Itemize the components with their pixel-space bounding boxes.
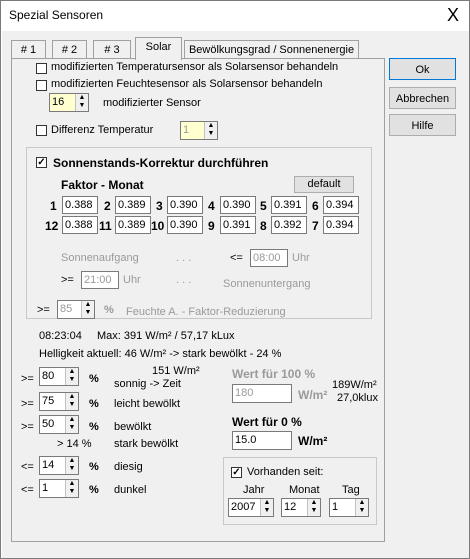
wert0-label: Wert für 0 % — [232, 415, 302, 429]
abbrechen-label: Abbrechen — [395, 93, 450, 105]
mod-sensor-label: modifizierter Sensor — [103, 97, 201, 109]
cloud-op: >= — [21, 398, 34, 410]
time-hi-field[interactable]: 21:00 — [81, 271, 119, 289]
tag-spinner[interactable] — [329, 498, 369, 517]
leicht-value: 75 — [42, 395, 55, 407]
helligkeit-status: Helligkeit aktuell: 46 W/m² -> stark bewölkt - 24 % — [39, 348, 282, 360]
spin-arrows-icon[interactable]: ▲ ▼ — [75, 94, 88, 111]
leicht-label: leicht bewölkt — [114, 398, 181, 410]
uhr-label: Uhr — [123, 274, 141, 286]
jahr-spinner[interactable] — [228, 498, 274, 517]
stark-op: > 14 % — [57, 438, 92, 450]
vorhanden-label: Vorhanden seit: — [247, 466, 324, 478]
diesig-spinner[interactable] — [39, 456, 79, 475]
percent-label: % — [89, 421, 99, 433]
dots-label: . . . — [176, 252, 192, 264]
tag-value: 1 — [332, 501, 339, 513]
ok-label: Ok — [415, 64, 430, 76]
gt-eq-label: >= — [61, 274, 74, 286]
diff-temp-value: 1 — [183, 124, 190, 136]
month-num: 5 — [260, 199, 267, 213]
feuchte-value: 85 — [60, 303, 73, 315]
status-time: 08:23:04 — [39, 330, 82, 342]
spin-arrows-icon[interactable]: ▲ ▼ — [81, 301, 94, 318]
close-icon[interactable]: X — [446, 5, 459, 25]
monat-label: Monat — [289, 484, 320, 496]
month-factor-field[interactable]: 0.391 — [271, 196, 307, 214]
feuchte-op: >= — [37, 304, 50, 316]
temp-sensor-checkbox[interactable] — [36, 63, 47, 74]
bewoelkt-value: 50 — [42, 418, 55, 430]
month-factor-field[interactable]: 0.388 — [62, 216, 98, 234]
cloud-op: <= — [21, 484, 34, 496]
spin-arrows-icon[interactable]: ▲ ▼ — [355, 499, 368, 516]
spin-arrows-icon[interactable]: ▲ ▼ — [65, 457, 78, 474]
jahr-value: 2007 — [231, 501, 256, 513]
month-factor-field[interactable]: 0.389 — [115, 196, 151, 214]
dunkel-spinner[interactable] — [39, 479, 79, 498]
feuchte-sensor-label: modifizierten Feuchtesensor als Solarsensor behandeln — [51, 78, 323, 90]
bewoelkt-spinner[interactable] — [39, 415, 79, 434]
monat-value: 12 — [284, 501, 297, 513]
sonnig-value-label: 151 W/m² — [152, 365, 200, 377]
tab-1[interactable]: # 1 — [11, 40, 46, 59]
month-num: 11 — [99, 219, 112, 233]
spin-arrows-icon[interactable]: ▲ ▼ — [65, 416, 78, 433]
time-lo-field[interactable]: 08:00 — [250, 249, 288, 267]
month-factor-field[interactable]: 0.394 — [323, 216, 359, 234]
feuchte-label: Feuchte A. - Faktor-Reduzierung — [126, 306, 286, 318]
wert100-label: Wert für 100 % — [232, 367, 316, 381]
wert100-side2: 27,0klux — [337, 392, 378, 404]
wert100-side1: 189W/m² — [332, 379, 377, 391]
month-num: 8 — [260, 219, 267, 233]
monat-spinner[interactable] — [281, 498, 321, 517]
month-factor-field[interactable]: 0.394 — [323, 196, 359, 214]
feuchte-sensor-checkbox[interactable] — [36, 80, 47, 91]
stark-label: stark bewölkt — [114, 438, 179, 450]
jahr-label: Jahr — [243, 484, 265, 496]
tab-2[interactable]: # 2 — [52, 40, 87, 59]
leicht-spinner[interactable] — [39, 392, 79, 411]
lt-eq-label: <= — [230, 252, 243, 264]
feuchte-spinner[interactable] — [57, 300, 95, 319]
spin-arrows-icon[interactable]: ▲ ▼ — [65, 368, 78, 385]
month-num: 10 — [151, 219, 165, 233]
mod-sensor-spinner[interactable] — [49, 93, 89, 112]
cloud-op: <= — [21, 461, 34, 473]
month-factor-field[interactable]: 0.388 — [62, 196, 98, 214]
month-num: 7 — [312, 219, 319, 233]
spin-arrows-icon[interactable]: ▲ ▼ — [65, 393, 78, 410]
spin-arrows-icon[interactable]: ▲ ▼ — [204, 122, 217, 139]
percent-label: % — [89, 461, 99, 473]
sonnenaufgang-label: Sonnenaufgang — [61, 252, 139, 264]
month-num: 2 — [104, 199, 111, 213]
month-factor-field[interactable]: 0.392 — [271, 216, 307, 234]
month-factor-field[interactable]: 0.390 — [167, 196, 203, 214]
month-num: 4 — [208, 199, 215, 213]
wert100-field[interactable]: 180 — [232, 384, 292, 403]
default-label: default — [307, 178, 341, 190]
diesig-value: 14 — [42, 459, 55, 471]
tab-solar[interactable]: Solar — [135, 37, 182, 60]
wert0-unit: W/m² — [298, 434, 328, 448]
diesig-label: diesig — [114, 461, 143, 473]
cloud-op: >= — [21, 421, 34, 433]
spin-arrows-icon[interactable]: ▲ ▼ — [260, 499, 273, 516]
sonnig-label: sonnig -> Zeit — [114, 378, 181, 390]
temp-sensor-label: modifizierten Temperatursensor als Solarsensor behandeln — [51, 61, 339, 73]
tab-bewoelkung[interactable]: Bewölkungsgrad / Sonnenenergie — [184, 40, 359, 59]
month-factor-field[interactable]: 0.390 — [167, 216, 203, 234]
title-bar — [1, 1, 469, 31]
month-num: 9 — [208, 219, 215, 233]
window-title: Spezial Sensoren — [9, 8, 104, 22]
cloud-op: >= — [21, 373, 34, 385]
dots-label: . . . — [176, 274, 192, 286]
dunkel-value: 1 — [42, 482, 49, 494]
dunkel-label: dunkel — [114, 484, 147, 496]
hilfe-button[interactable] — [389, 114, 456, 136]
diff-temp-checkbox[interactable] — [36, 125, 47, 136]
percent-label: % — [104, 304, 114, 316]
percent-label: % — [89, 398, 99, 410]
percent-label: % — [89, 373, 99, 385]
sonnig-spinner[interactable] — [39, 367, 79, 386]
tag-label: Tag — [342, 484, 360, 496]
month-num: 3 — [156, 199, 163, 213]
month-num: 12 — [45, 219, 59, 233]
month-num: 1 — [50, 199, 57, 213]
month-factor-field[interactable]: 0.390 — [220, 196, 256, 214]
wert0-field[interactable]: 15.0 — [232, 431, 292, 450]
month-factor-field[interactable]: 0.391 — [220, 216, 256, 234]
percent-label: % — [89, 484, 99, 496]
diff-temp-label: Differenz Temperatur — [51, 124, 154, 136]
spin-arrows-icon[interactable]: ▲ ▼ — [307, 499, 320, 516]
hilfe-label: Hilfe — [411, 120, 434, 132]
sonnenuntergang-label: Sonnenuntergang — [223, 278, 311, 290]
month-num: 6 — [312, 199, 319, 213]
faktor-monat-label: Faktor - Monat — [61, 178, 144, 192]
korrektur-checkbox[interactable]: ✓ — [37, 157, 46, 168]
spin-arrows-icon[interactable]: ▲ ▼ — [65, 480, 78, 497]
diff-temp-spinner[interactable] — [180, 121, 218, 140]
wert100-unit: W/m² — [298, 388, 328, 402]
ok-button[interactable] — [389, 58, 456, 80]
mod-sensor-value: 16 — [52, 96, 65, 108]
korrektur-label: Sonnenstands-Korrektur durchführen — [53, 156, 269, 170]
abbrechen-button[interactable] — [389, 87, 456, 109]
vorhanden-checkbox[interactable]: ✓ — [232, 467, 241, 478]
status-max: Max: 391 W/m² / 57,17 kLux — [97, 330, 235, 342]
month-factor-field[interactable]: 0.389 — [115, 216, 151, 234]
uhr-label: Uhr — [292, 252, 310, 264]
sonnig-value: 80 — [42, 370, 55, 382]
default-button[interactable] — [294, 176, 354, 193]
bewoelkt-label: bewölkt — [114, 421, 152, 433]
tab-3[interactable]: # 3 — [93, 40, 131, 59]
